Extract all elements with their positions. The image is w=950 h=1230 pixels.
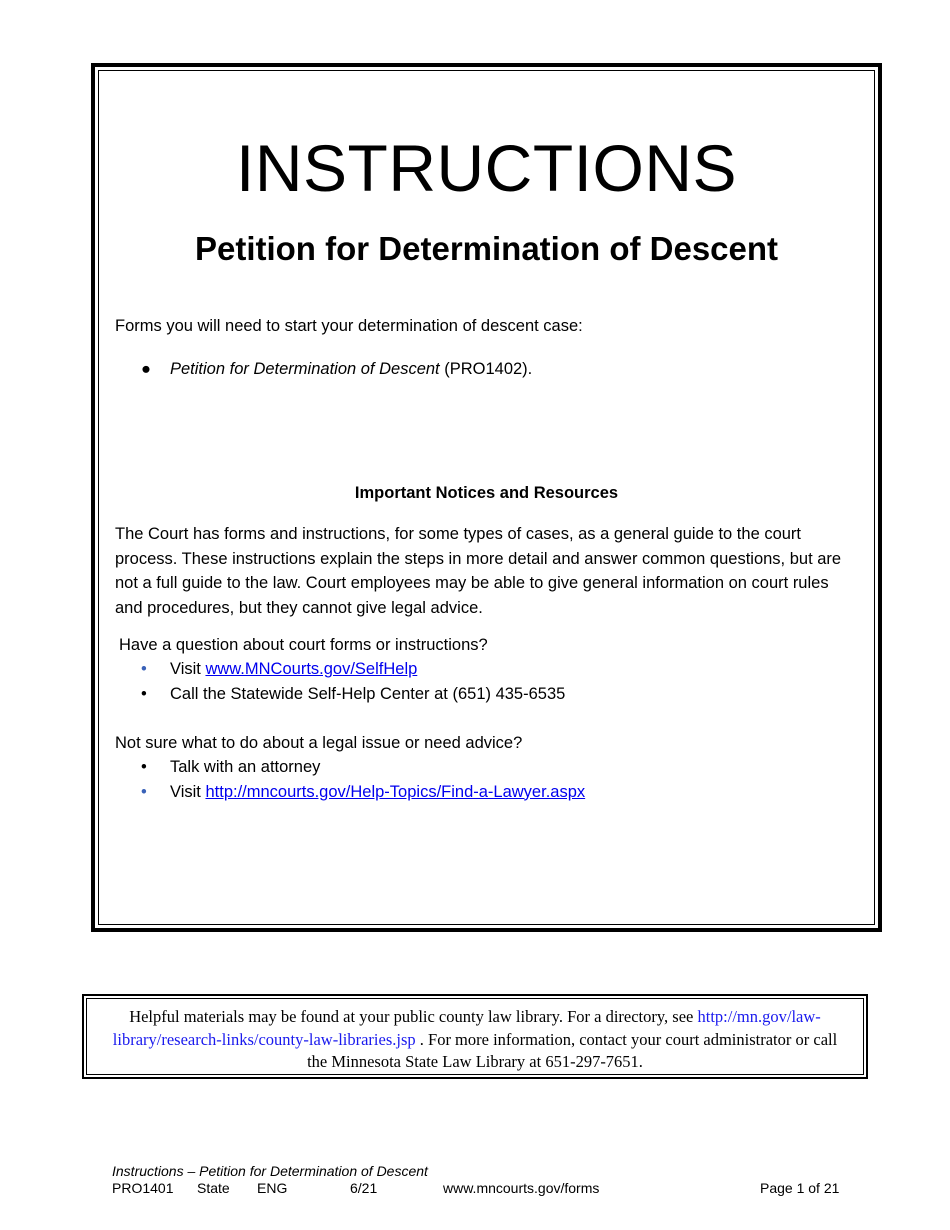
list-item [115,357,532,382]
form-name: Petition for Determination of Descent [170,360,440,378]
bullet-icon: • [141,758,147,776]
bullet-icon: ● [141,360,151,378]
footer-form-code: PRO1401 [112,1180,174,1196]
bullet-icon: • [141,684,147,703]
form-code: (PRO1402). [439,360,533,378]
list-item [115,657,565,682]
footer-jurisdiction: State [197,1180,230,1196]
library-text-line3: the Minnesota State Law Library at 651-297-7651. [307,1052,643,1071]
footer-meta-row [112,1180,842,1197]
footer-website: www.mncourts.gov/forms [443,1180,600,1196]
page-footer [112,1163,842,1197]
bullet-icon: • [141,782,147,801]
page-subtitle: Petition for Determination of Descent [194,230,779,267]
question-forms: Have a question about court forms or instructions? [119,636,488,654]
library-link-part1[interactable]: http://mn.gov/law- [697,1007,821,1026]
library-text-line1: Helpful materials may be found at your public county law library. For a directory, see [129,1007,698,1026]
footer-language: ENG [257,1180,288,1196]
self-help-link[interactable]: www.MNCourts.gov/SelfHelp [205,660,418,678]
page-title: INSTRUCTIONS [236,131,737,205]
library-text-line2: . For more information, contact your court administrator or call [415,1029,838,1049]
list-item [115,755,585,780]
footer-date: 6/21 [350,1180,378,1196]
call-self-help-text: Call the Statewide Self-Help Center at (651) 435-6535 [170,684,566,703]
self-help-list [115,657,565,706]
law-library-notice-inner [86,998,864,1075]
visit-label: Visit [170,782,206,801]
visit-label: Visit [170,660,206,678]
find-lawyer-link[interactable]: http://mncourts.gov/Help-Topics/Find-a-Lawyer.aspx [205,782,586,801]
question-legal: Not sure what to do about a legal issue or need advice? [115,734,523,752]
forms-list [115,357,532,382]
list-item [115,780,585,805]
legal-help-list [115,755,585,804]
instructions-frame-inner [98,70,875,925]
footer-title: Instructions – Petition for Determination of Descent [112,1163,428,1179]
footer-page-number: Page 1 of 21 [760,1180,840,1196]
law-library-text [97,1006,853,1074]
list-item [115,682,565,707]
law-library-notice [82,994,868,1079]
notices-heading: Important Notices and Resources [354,484,619,502]
notices-paragraph: The Court has forms and instructions, for some types of cases, as a general guide to the court process. These instructions explain the steps in more detail and answer common questions, but are not a full guide to the law. Court employees may be able to give general information on court rules and procedures, but they cannot give legal advice. [115,525,842,617]
library-link-part2[interactable]: library/research-links/county-law-libraries.jsp [112,1029,416,1049]
bullet-icon: • [141,660,147,678]
forms-intro: Forms you will need to start your determination of descent case: [115,317,583,335]
talk-attorney-text: Talk with an attorney [170,758,321,776]
instructions-frame [91,63,882,932]
